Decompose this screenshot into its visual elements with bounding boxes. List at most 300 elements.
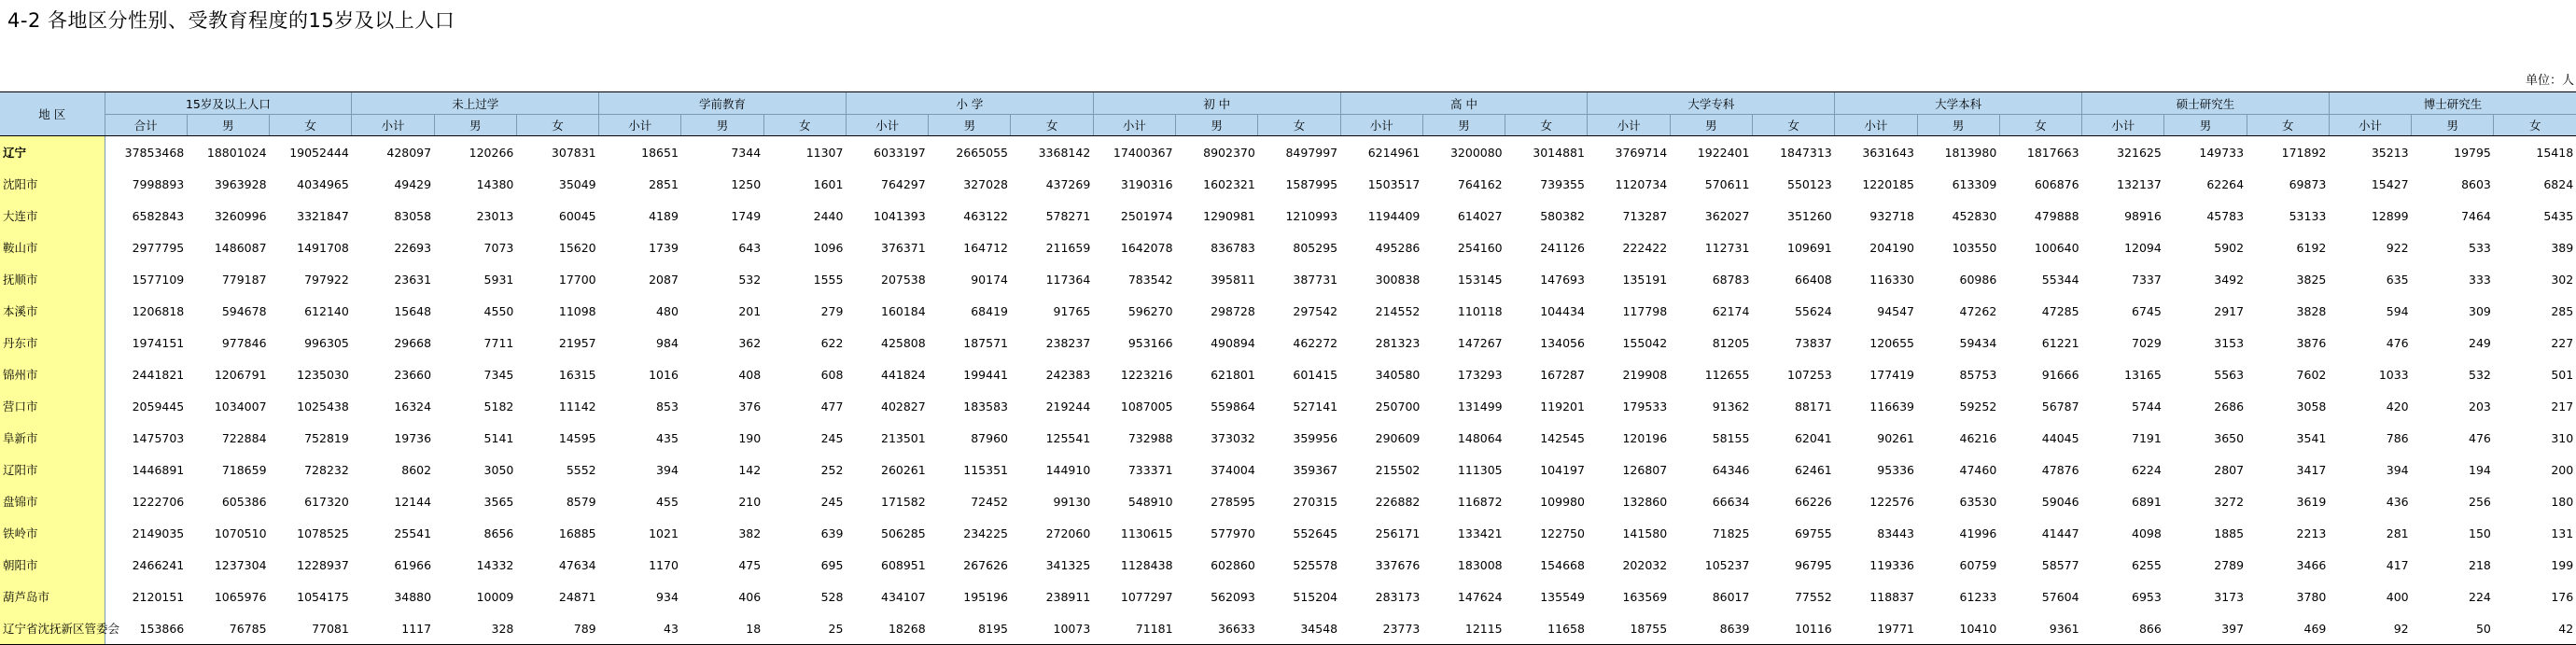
value-cell: 2686 (2214, 399, 2245, 414)
value-cell: 61233 (1959, 589, 1997, 604)
value-cell: 283173 (1375, 589, 1421, 604)
value-cell: 1070510 (214, 526, 267, 540)
value-cell: 43 (599, 612, 681, 645)
value-cell: 718659 (221, 462, 267, 477)
value-cell: 46216 (1959, 430, 1997, 445)
value-cell: 594678 (221, 303, 267, 318)
value-cell: 1847313 (1780, 145, 1832, 160)
value-cell: 1475703 (132, 430, 185, 445)
value-cell: 1601 (813, 176, 844, 191)
value-cell: 866 (2082, 612, 2164, 645)
value-cell: 789 (516, 612, 598, 645)
value-cell: 202032 (1622, 557, 1668, 572)
value-cell: 1503517 (1367, 176, 1421, 191)
value-cell: 73837 (1794, 335, 1832, 350)
value-cell: 984 (656, 335, 679, 350)
value-cell: 219244 (1045, 399, 1091, 414)
value-cell: 183583 (963, 399, 1008, 414)
value-cell: 1237304 (214, 557, 267, 572)
value-cell: 201 (738, 303, 762, 318)
value-cell: 805295 (1293, 240, 1338, 255)
value-cell: 397 (2164, 612, 2247, 645)
group-header: 高 中 (1340, 92, 1588, 115)
value-cell: 112655 (1704, 367, 1750, 382)
value-cell: 612140 (304, 303, 349, 318)
value-cell: 1228937 (297, 557, 349, 572)
region-cell: 葫芦岛市 (0, 581, 105, 612)
sub-header: 男 (434, 115, 516, 136)
value-cell: 56787 (2041, 399, 2079, 414)
value-cell: 131499 (1457, 399, 1503, 414)
sub-header: 女 (1505, 115, 1588, 136)
value-cell: 797922 (304, 272, 349, 287)
region-cell: 辽阳市 (0, 454, 105, 485)
value-cell: 132137 (2117, 176, 2162, 191)
value-cell: 1021 (649, 526, 679, 540)
value-cell: 47285 (2041, 303, 2079, 318)
sub-header: 小计 (2329, 115, 2411, 136)
value-cell: 173293 (1457, 367, 1503, 382)
value-cell: 3321847 (297, 208, 349, 223)
value-cell: 217 (2551, 399, 2574, 414)
value-cell: 60045 (558, 208, 596, 223)
value-cell: 64346 (1712, 462, 1750, 477)
value-cell: 728232 (304, 462, 349, 477)
value-cell: 3650 (2214, 430, 2245, 445)
value-cell: 5744 (2132, 399, 2162, 414)
value-cell: 55624 (1794, 303, 1832, 318)
value-cell: 7029 (2132, 335, 2162, 350)
value-cell: 394 (2386, 462, 2409, 477)
sub-header: 小计 (1835, 115, 1917, 136)
value-cell: 215502 (1375, 462, 1421, 477)
value-cell: 1128438 (1120, 557, 1173, 572)
region-cell: 辽宁 (0, 136, 105, 169)
value-cell: 60759 (1959, 557, 1997, 572)
table-row (0, 390, 2576, 422)
value-cell: 922 (2386, 240, 2409, 255)
value-cell: 147693 (1540, 272, 1585, 287)
value-cell: 19736 (394, 430, 432, 445)
value-cell: 934 (656, 589, 679, 604)
value-cell: 110118 (1457, 303, 1503, 318)
value-cell: 601415 (1293, 367, 1338, 382)
value-cell: 394 (656, 462, 679, 477)
group-header: 初 中 (1093, 92, 1340, 115)
value-cell: 1041393 (874, 208, 926, 223)
value-cell: 71181 (1093, 612, 1175, 645)
sub-header: 女 (763, 115, 846, 136)
value-cell: 6192 (2296, 240, 2327, 255)
value-cell: 13165 (2124, 367, 2162, 382)
value-cell: 19771 (1835, 612, 1917, 645)
value-cell: 3153 (2214, 335, 2245, 350)
value-cell: 72452 (971, 494, 1008, 509)
value-cell: 107253 (1787, 367, 1832, 382)
sub-header: 女 (2247, 115, 2329, 136)
value-cell: 59434 (1959, 335, 1997, 350)
value-cell: 81205 (1712, 335, 1750, 350)
value-cell: 122576 (1869, 494, 1915, 509)
table-row (0, 581, 2576, 612)
value-cell: 199441 (963, 367, 1008, 382)
value-cell: 131 (2551, 526, 2574, 540)
value-cell: 1065976 (214, 589, 267, 604)
value-cell: 18755 (1588, 612, 1670, 645)
value-cell: 61966 (394, 557, 432, 572)
value-cell: 309 (2469, 303, 2491, 318)
region-cell: 沈阳市 (0, 168, 105, 200)
value-cell: 171582 (881, 494, 926, 509)
value-cell: 44045 (2041, 430, 2079, 445)
value-cell: 180 (2551, 494, 2574, 509)
value-cell: 290609 (1375, 430, 1421, 445)
value-cell: 577970 (1211, 526, 1255, 540)
unit-label: 单位：人 (2525, 74, 2574, 88)
value-cell: 1087005 (1120, 399, 1173, 414)
value-cell: 2087 (649, 272, 679, 287)
value-cell: 98916 (2124, 208, 2162, 223)
group-header: 硕士研究生 (2082, 92, 2330, 115)
value-cell: 58155 (1712, 430, 1750, 445)
value-cell: 3825 (2296, 272, 2327, 287)
value-cell: 90261 (1877, 430, 1915, 445)
value-cell: 125541 (1045, 430, 1091, 445)
value-cell: 733371 (1127, 462, 1173, 477)
value-cell: 112731 (1704, 240, 1750, 255)
value-cell: 1922401 (1697, 145, 1750, 160)
value-cell: 62041 (1794, 430, 1832, 445)
value-cell: 49429 (394, 176, 432, 191)
value-cell: 85753 (1959, 367, 1997, 382)
value-cell: 12094 (2124, 240, 2162, 255)
sub-header: 小计 (1093, 115, 1175, 136)
value-cell: 8497997 (1285, 145, 1338, 160)
value-cell: 272060 (1045, 526, 1091, 540)
value-cell: 373032 (1211, 430, 1255, 445)
value-cell: 153866 (105, 612, 187, 645)
value-cell: 1170 (649, 557, 679, 572)
value-cell: 224 (2469, 589, 2491, 604)
value-cell: 8639 (1670, 612, 1752, 645)
value-cell: 836783 (1211, 240, 1255, 255)
value-cell: 249 (2469, 335, 2491, 350)
sub-header: 小计 (599, 115, 681, 136)
value-cell: 779187 (221, 272, 267, 287)
value-cell: 1577109 (132, 272, 185, 287)
value-cell: 5902 (2214, 240, 2245, 255)
value-cell: 242383 (1045, 367, 1091, 382)
value-cell: 17400367 (1113, 145, 1173, 160)
value-cell: 18 (681, 612, 763, 645)
value-cell: 68783 (1712, 272, 1750, 287)
value-cell: 227 (2551, 335, 2574, 350)
table-row (0, 612, 2576, 645)
value-cell: 1077297 (1120, 589, 1173, 604)
value-cell: 25 (763, 612, 846, 645)
value-cell: 1033 (2378, 367, 2409, 382)
value-cell: 1739 (649, 240, 679, 255)
value-cell: 119336 (1869, 557, 1915, 572)
value-cell: 635 (2386, 272, 2409, 287)
value-cell: 6582843 (132, 208, 185, 223)
value-cell: 5552 (566, 462, 596, 477)
value-cell: 7998893 (132, 176, 185, 191)
value-cell: 533 (2469, 240, 2491, 255)
value-cell: 14595 (558, 430, 596, 445)
value-cell: 3368142 (1038, 145, 1091, 160)
value-cell: 527141 (1293, 399, 1338, 414)
value-cell: 135191 (1622, 272, 1668, 287)
value-cell: 15648 (394, 303, 432, 318)
value-cell: 602860 (1211, 557, 1255, 572)
group-header: 未上过学 (352, 92, 599, 115)
value-cell: 63530 (1959, 494, 1997, 509)
sub-header: 男 (1422, 115, 1505, 136)
value-cell: 506285 (881, 526, 926, 540)
value-cell: 222422 (1622, 240, 1668, 255)
value-cell: 389 (2551, 240, 2574, 255)
value-cell: 35049 (558, 176, 596, 191)
value-cell: 66634 (1712, 494, 1750, 509)
value-cell: 183008 (1457, 557, 1503, 572)
sub-header: 女 (516, 115, 598, 136)
value-cell: 1642078 (1120, 240, 1173, 255)
value-cell: 3272 (2214, 494, 2245, 509)
sub-header: 小计 (846, 115, 928, 136)
value-cell: 6745 (2132, 303, 2162, 318)
value-cell: 164712 (963, 240, 1008, 255)
value-cell: 3173 (2214, 589, 2245, 604)
value-cell: 119201 (1540, 399, 1585, 414)
value-cell: 171892 (2281, 145, 2327, 160)
value-cell: 238237 (1045, 335, 1091, 350)
value-cell: 525578 (1293, 557, 1338, 572)
value-cell: 479888 (2034, 208, 2079, 223)
value-cell: 14332 (476, 557, 514, 572)
sub-header: 合计 (105, 115, 187, 136)
value-cell: 5931 (483, 272, 514, 287)
value-cell: 21957 (558, 335, 596, 350)
value-cell: 24871 (558, 589, 596, 604)
value-cell: 1222706 (132, 494, 185, 509)
table-row (0, 327, 2576, 358)
value-cell: 4098 (2132, 526, 2162, 540)
value-cell: 1446891 (132, 462, 185, 477)
value-cell: 1130615 (1120, 526, 1173, 540)
sub-header: 小计 (1588, 115, 1670, 136)
value-cell: 1117 (352, 612, 434, 645)
value-cell: 90174 (971, 272, 1008, 287)
value-cell: 281323 (1375, 335, 1421, 350)
value-cell: 218 (2469, 557, 2491, 572)
sub-header: 男 (929, 115, 1011, 136)
value-cell: 37853468 (124, 145, 185, 160)
value-cell: 142 (738, 462, 762, 477)
value-cell: 764297 (881, 176, 926, 191)
value-cell: 441824 (881, 367, 926, 382)
value-cell: 47634 (558, 557, 596, 572)
value-cell: 203 (2469, 399, 2491, 414)
value-cell: 475 (738, 557, 762, 572)
group-header: 15岁及以上人口 (105, 92, 352, 115)
value-cell: 302 (2551, 272, 2574, 287)
value-cell: 2789 (2214, 557, 2245, 572)
value-cell: 1223216 (1120, 367, 1173, 382)
value-cell: 2807 (2214, 462, 2245, 477)
value-cell: 211659 (1045, 240, 1091, 255)
value-cell: 59046 (2041, 494, 2079, 509)
table-row (0, 295, 2576, 327)
value-cell: 1078525 (297, 526, 349, 540)
group-header: 博士研究生 (2329, 92, 2576, 115)
value-cell: 469 (2247, 612, 2329, 645)
value-cell: 340580 (1375, 367, 1421, 382)
value-cell: 594 (2386, 303, 2409, 318)
region-cell: 丹东市 (0, 327, 105, 358)
value-cell: 116330 (1869, 272, 1915, 287)
value-cell: 8656 (483, 526, 514, 540)
value-cell: 147624 (1457, 589, 1503, 604)
value-cell: 256 (2469, 494, 2491, 509)
value-cell: 783542 (1127, 272, 1173, 287)
value-cell: 1602321 (1203, 176, 1255, 191)
value-cell: 59252 (1959, 399, 1997, 414)
value-cell: 639 (820, 526, 844, 540)
value-cell: 17700 (558, 272, 596, 287)
region-cell: 鞍山市 (0, 231, 105, 263)
value-cell: 3631643 (1862, 145, 1915, 160)
value-cell: 16885 (558, 526, 596, 540)
value-cell: 786 (2386, 430, 2409, 445)
table-row (0, 168, 2576, 200)
value-cell: 490894 (1211, 335, 1255, 350)
value-cell: 605386 (221, 494, 267, 509)
value-cell: 4034965 (297, 176, 349, 191)
value-cell: 4189 (649, 208, 679, 223)
value-cell: 214552 (1375, 303, 1421, 318)
value-cell: 41447 (2041, 526, 2079, 540)
value-cell: 15427 (2371, 176, 2409, 191)
value-cell: 187571 (963, 335, 1008, 350)
value-cell: 374004 (1211, 462, 1255, 477)
value-cell: 1194409 (1367, 208, 1421, 223)
region-cell: 锦州市 (0, 358, 105, 390)
sub-header: 男 (187, 115, 269, 136)
value-cell: 559864 (1211, 399, 1255, 414)
value-cell: 1120734 (1615, 176, 1668, 191)
value-cell: 194 (2469, 462, 2491, 477)
value-cell: 154668 (1540, 557, 1585, 572)
value-cell: 23013 (476, 208, 514, 223)
sub-header: 女 (1752, 115, 1834, 136)
value-cell: 14380 (476, 176, 514, 191)
value-cell: 2851 (649, 176, 679, 191)
value-cell: 176 (2551, 589, 2574, 604)
value-cell: 35213 (2371, 145, 2409, 160)
page-title: 4-2 各地区分性别、受教育程度的15岁及以上人口 (7, 9, 455, 32)
value-cell: 452830 (1952, 208, 1997, 223)
value-cell: 96795 (1794, 557, 1832, 572)
value-cell: 87960 (971, 430, 1008, 445)
value-cell: 552645 (1293, 526, 1338, 540)
value-cell: 425808 (881, 335, 926, 350)
value-cell: 8603 (2461, 176, 2491, 191)
value-cell: 36633 (1176, 612, 1258, 645)
value-cell: 3619 (2296, 494, 2327, 509)
value-cell: 53133 (2289, 208, 2327, 223)
value-cell: 45783 (2206, 208, 2245, 223)
sub-header: 男 (2412, 115, 2494, 136)
value-cell: 34880 (394, 589, 432, 604)
value-cell: 435 (656, 430, 679, 445)
value-cell: 256171 (1375, 526, 1421, 540)
value-cell: 3050 (483, 462, 514, 477)
value-cell: 328 (434, 612, 516, 645)
value-cell: 104434 (1540, 303, 1585, 318)
value-cell: 515204 (1293, 589, 1338, 604)
value-cell: 147267 (1457, 335, 1503, 350)
value-cell: 120266 (469, 145, 514, 160)
value-cell: 115351 (963, 462, 1008, 477)
value-cell: 62174 (1712, 303, 1750, 318)
value-cell: 3190316 (1120, 176, 1173, 191)
value-cell: 1813980 (1944, 145, 1997, 160)
value-cell: 254160 (1457, 240, 1503, 255)
value-cell: 6255 (2132, 557, 2162, 572)
value-cell: 77081 (270, 612, 352, 645)
value-cell: 351260 (1787, 208, 1832, 223)
value-cell: 395811 (1211, 272, 1255, 287)
value-cell: 977846 (221, 335, 267, 350)
sub-header: 男 (1917, 115, 1999, 136)
value-cell: 148064 (1457, 430, 1503, 445)
value-cell: 3963928 (214, 176, 267, 191)
value-cell: 120655 (1869, 335, 1915, 350)
table-row (0, 263, 2576, 295)
value-cell: 226882 (1375, 494, 1421, 509)
value-cell: 3200080 (1449, 145, 1503, 160)
table-row (0, 422, 2576, 454)
value-cell: 953166 (1127, 335, 1173, 350)
sub-header: 男 (681, 115, 763, 136)
table-row (0, 358, 2576, 390)
value-cell: 428097 (386, 145, 432, 160)
value-cell: 7711 (483, 335, 514, 350)
value-cell: 234225 (963, 526, 1008, 540)
value-cell: 408 (738, 367, 762, 382)
value-cell: 167287 (1540, 367, 1585, 382)
value-cell: 7602 (2296, 367, 2327, 382)
value-cell: 2441821 (132, 367, 185, 382)
value-cell: 476 (2386, 335, 2409, 350)
value-cell: 47876 (2041, 462, 2079, 477)
value-cell: 109980 (1540, 494, 1585, 509)
value-cell: 359956 (1293, 430, 1338, 445)
value-cell: 91666 (2041, 367, 2079, 382)
value-cell: 141580 (1622, 526, 1668, 540)
value-cell: 1486087 (214, 240, 267, 255)
value-cell: 608951 (881, 557, 926, 572)
value-cell: 495286 (1375, 240, 1421, 255)
value-cell: 279 (820, 303, 844, 318)
value-cell: 177419 (1869, 367, 1915, 382)
value-cell: 548910 (1127, 494, 1173, 509)
value-cell: 134056 (1540, 335, 1585, 350)
value-cell: 1096 (813, 240, 844, 255)
value-cell: 60986 (1959, 272, 1997, 287)
value-cell: 99130 (1053, 494, 1091, 509)
